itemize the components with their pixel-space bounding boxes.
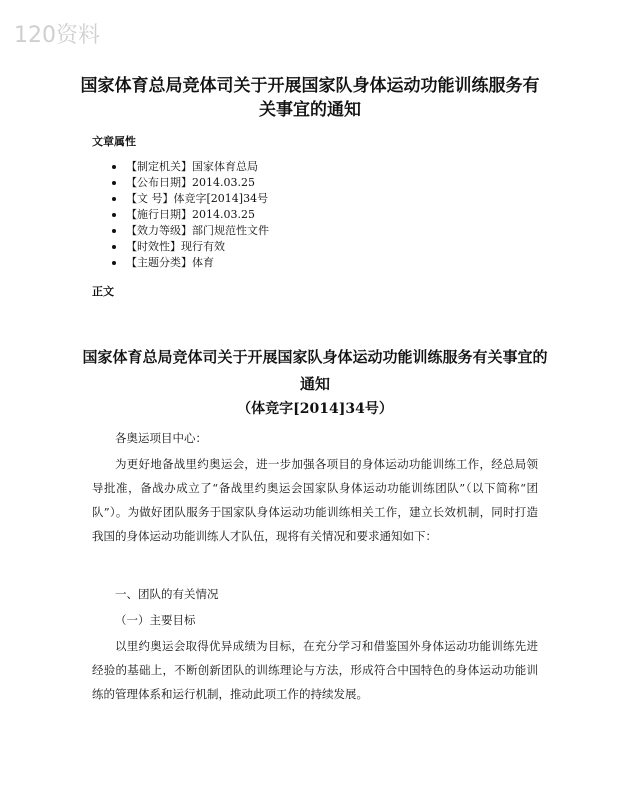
document-title: 国家体育总局竞体司关于开展国家队身体运动功能训练服务有关事宜的通知 <box>80 76 540 120</box>
paragraph-goals: 以里约奥运会取得优异成绩为目标，在充分学习和借鉴国外身体运动功能训练先进经验的基础上，不断创新团队的训练理论与方法，形成符合中国特色的身体运动功能训练的管理体系和运行机制，推动此项工作的持续发展。 <box>92 639 538 701</box>
paragraph-intro: 为更好地备战里约奥运会，进一步加强各项目的身体运动功能训练工作，经总局领导批准，备战办成立了“备战里约奥运会国家队身体运动功能训练团队”（以下简称“团队”）。为做好团队服务于国家队身体运动功能训练相关工作，建立长效机制，同时打造我国的身体运动功能训练人才队伍，现将有关情况和要求通知如下： <box>92 457 538 543</box>
salutation: 各奥运项目中心： <box>115 431 207 445</box>
attribute-issuing-authority: 【制定机关】国家体育总局 <box>112 159 269 175</box>
watermark: 120资料 <box>14 23 100 48</box>
attribute-legal-level: 【效力等级】部门规范性文件 <box>112 223 269 239</box>
attributes-list <box>112 159 269 271</box>
attribute-document-number: 【文 号】体竞字[2014]34号 <box>112 191 269 207</box>
body-heading: 正文 <box>92 285 114 298</box>
attribute-validity: 【时效性】现行有效 <box>112 239 269 255</box>
document-number: （体竞字[2014]34号） <box>237 401 393 417</box>
attribute-topic: 【主题分类】体育 <box>112 255 269 271</box>
attribute-publish-date: 【公布日期】2014.03.25 <box>112 175 269 191</box>
attribute-effective-date: 【施行日期】2014.03.25 <box>112 207 269 223</box>
section-heading-1: 一、团队的有关情况 <box>115 587 219 601</box>
subsection-heading-1: （一）主要目标 <box>115 613 196 627</box>
attributes-heading: 文章属性 <box>92 135 136 148</box>
body-title: 国家体育总局竞体司关于开展国家队身体运动功能训练服务有关事宜的通知 <box>82 348 548 393</box>
